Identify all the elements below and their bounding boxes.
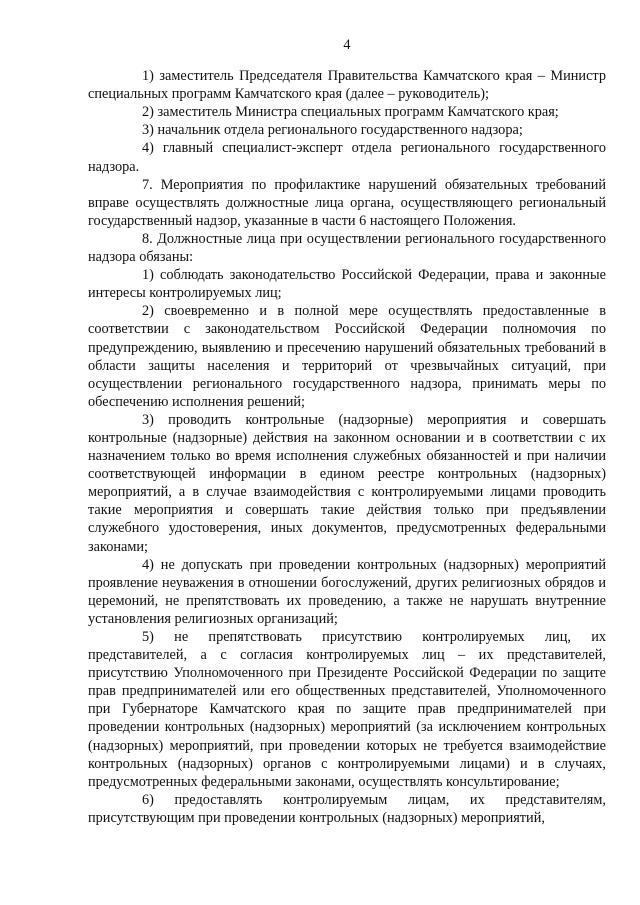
page-number: 4 [343, 37, 351, 53]
document-body [88, 67, 606, 827]
paragraph-9: 3) проводить контрольные (надзорные) мероприятия и совершать контрольные (надзорные) действия на законном основании и в соответствии с их назначением только во время исполнения служебных обязанностей и при наличии соответствующей информации в едином реестре контрольных (надзорных) мероприятий, а в случае взаимодействия с контролируемыми лицами проводить такие мероприятия и совершать такие действия только при предъявлении служебного удостоверения, иных документов, предусмотренных федеральными законами; [88, 411, 606, 555]
paragraph-11: 5) не препятствовать присутствию контролируемых лиц, их представителей, а с согласия контролируемых лиц – их представителей, присутствию Уполномоченного при Президенте Российской Федерации по защите прав предпринимателей или его общественных представителей, Уполномоченного при Губернаторе Камчатского края по защите прав предпринимателей при проведении контрольных (надзорных) мероприятий (за исключением контрольных (надзорных) мероприятий, при проведении которых не требуется взаимодействие контрольных (надзорных) органов с контролируемыми лицами) и в случаях, предусмотренных федеральными законами, осуществлять консультирование; [88, 629, 606, 790]
paragraph-1: 1) заместитель Председателя Правительства Камчатского края – Министр специальных программ Камчатского края (далее – руководитель); [88, 68, 606, 103]
paragraph-3: 3) начальник отдела регионального государственного надзора; [142, 122, 523, 139]
paragraph-6: 8. Должностные лица при осуществлении регионального государственного надзора обязаны: [88, 230, 606, 266]
paragraph-7: 1) соблюдать законодательство Российской Федерации, права и законные интересы контролируемых лиц; [88, 267, 606, 302]
paragraph-4: 4) главный специалист-эксперт отдела регионального государственного надзора. [88, 140, 606, 175]
paragraph-8: 2) своевременно и в полной мере осуществлять предоставленные в соответствии с законодательством Российской Федерации полномочия по предупреждению, выявлению и пресечению нарушений обязательных требований в области защиты населения и территорий от чрезвычайных ситуаций, при осуществлении регионального государственного надзора, принимать меры по обеспечению исполнения решений; [88, 303, 606, 410]
paragraph-10: 4) не допускать при проведении контрольных (надзорных) мероприятий проявление неуважения в отношении богослужений, других религиозных обрядов и церемоний, не препятствовать их проведению, а также не нарушать внутренние установления религиозных организаций; [88, 556, 606, 627]
paragraph-12: 6) предоставлять контролируемым лицам, их представителям, присутствующим при проведении контрольных (надзорных) мероприятий, [88, 791, 606, 826]
paragraph-2: 2) заместитель Министра специальных программ Камчатского края; [142, 104, 559, 121]
paragraph-5: 7. Мероприятия по профилактике нарушений обязательных требований вправе осуществлять должностные лица органа, осуществляющего региональный государственный надзор, указанные в части 6 настоящего Положения. [88, 176, 606, 229]
